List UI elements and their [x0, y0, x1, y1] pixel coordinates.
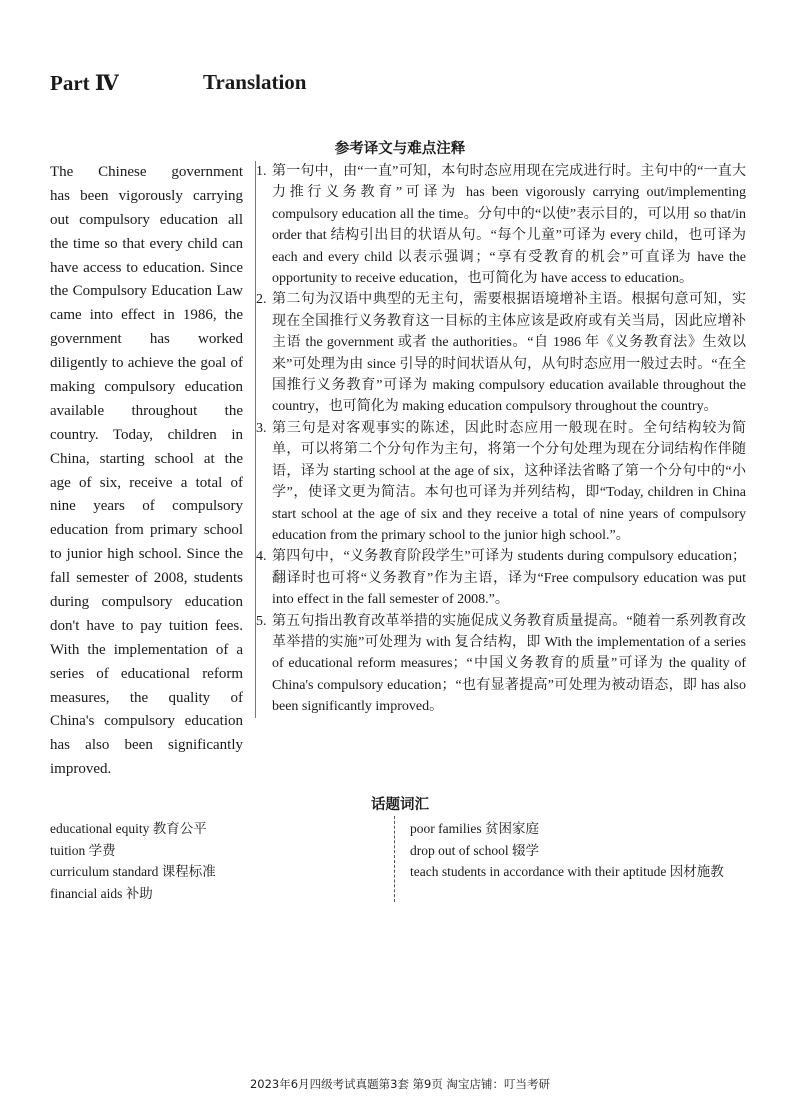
- source-line: China, starting school at the: [50, 450, 243, 467]
- source-line: has been vigorously carrying: [50, 187, 243, 204]
- source-line: With the implementation of a: [50, 641, 243, 658]
- section-title: Translation: [203, 70, 307, 94]
- note-text: 第四句中，“义务教育阶段学生”可译为 students during compulsory education；翻译时也可将“义务教育”作为主语，译为“Free compulsory education was put into effect in the fall semester of 2008.”。: [272, 549, 746, 608]
- note-item: [256, 161, 746, 289]
- source-line: diligently to achieve the goal of: [50, 355, 243, 372]
- vocab-item: curriculum standard 课程标准: [50, 864, 216, 880]
- source-line: out compulsory education all: [50, 211, 243, 228]
- vocab-item: financial aids 补助: [50, 886, 153, 902]
- source-line: country. Today, children in: [50, 426, 243, 443]
- note-text: 第二句为汉语中典型的无主句，需要根据语境增补主语。根据句意可知，实现在全国推行义务教育这一目标的主体应该是政府或有关当局，因此应增补主语 the government 或者 the authorities。“自 1986 年《义务教育法》生效以来”可处理为由 since 引导的时间状语从句，从句时态应用一般过去时。“在全国推行义务教育”可译为 making compulsory education available throughout the country，也可简化为 making education compulsory throughout the country。: [272, 292, 746, 415]
- part-label: Part Ⅳ: [50, 71, 119, 95]
- source-line: don't have to pay tuition fees.: [50, 617, 243, 634]
- source-line: improved.: [50, 761, 112, 778]
- vocab-divider: [394, 816, 395, 902]
- vocab-item: poor families 贫困家庭: [410, 821, 539, 836]
- note-item: [256, 418, 746, 546]
- source-line: series of educational reform: [50, 665, 243, 682]
- source-line: has also been significantly: [50, 737, 243, 754]
- source-line: during compulsory education: [50, 594, 243, 611]
- source-line: age of six, receive a total of: [50, 474, 243, 491]
- source-line: education from primary school: [50, 522, 243, 539]
- source-line: the Compulsory Education Law: [50, 283, 243, 300]
- note-item: [256, 611, 746, 718]
- source-line: came into effect in 1986, the: [50, 307, 243, 324]
- source-line: to junior high school. Since the: [50, 546, 243, 563]
- note-text: 第五句指出教育改革举措的实施促成义务教育质量提高。“随着一系列教育改革举措的实施”可处理为 with 复合结构，即 With the implementation of a series of educational reform measures；“中国义务教育的质量”可译为 the quality of China's compulsory education；“也有显著提高”可处理为被动语态，即 has also been significantly improved。: [272, 613, 746, 715]
- vocab-item: drop out of school 辍学: [410, 842, 539, 858]
- note-item: [256, 546, 746, 610]
- source-line: making compulsory education: [50, 379, 243, 396]
- source-line: have access to education. Since: [50, 259, 243, 276]
- note-number: 1.: [256, 164, 267, 179]
- note-number: 3.: [256, 420, 267, 436]
- vocab-item: educational equity 教育公平: [50, 821, 207, 836]
- source-line: nine years of compulsory: [50, 498, 243, 515]
- source-line: available throughout the: [50, 402, 243, 419]
- source-line: government has worked: [50, 331, 243, 348]
- source-line: the time so that every child can: [50, 235, 243, 252]
- vocab-item: tuition 学费: [50, 842, 116, 858]
- vocab-list-left: [50, 818, 216, 905]
- vocab-heading: 话题词汇: [371, 797, 429, 813]
- source-line: The Chinese government: [50, 164, 243, 180]
- note-text: 第三句是对客观事实的陈述，因此时态应用一般现在时。全句结构较为简单，可以将第二个分句作为主句，将第一个分句处理为现在分词结构作伴随语，译为 starting school at the age of six，这种译法省略了第一个分句中的“小学”，使译文更为简洁。本句也可译为并列结构，即“Today, children in China start school at the age of six and they receive a total of nine years of compulsory education from the primary school to the junior high school.”。: [272, 420, 746, 543]
- notes-list: [255, 161, 746, 718]
- source-line: measures, the quality of: [50, 689, 243, 706]
- note-number: 2.: [256, 292, 267, 308]
- note-item: [256, 289, 746, 417]
- source-translation-text: [50, 161, 243, 782]
- vocab-item: teach students in accordance with their aptitude 因材施教: [410, 864, 724, 880]
- note-number: 5.: [256, 613, 267, 629]
- note-number: 4.: [256, 549, 267, 565]
- reference-heading: 参考译文与难点注释: [334, 141, 466, 157]
- source-line: fall semester of 2008, students: [50, 570, 243, 587]
- source-line: China's compulsory education: [50, 713, 243, 730]
- note-text: 第一句中，由“一直”可知，本句时态应用现在完成进行时。主句中的“一直大力推行义务教育”可译为 has been vigorously carrying out/implementing compulsory education all the time。分句中的“以使”表示目的，可以用 so that/in order that 结构引出目的状语从句。“每个儿童”可译为 every child，也可译为 each and every child 以表示强调；“享有受教育的机会”可直译为 have the opportunity to receive education，也可简化为 have access to education。: [272, 164, 746, 287]
- vocab-list-right: [410, 818, 724, 883]
- page-footer: 2023年6月四级考试真题第3套 第9页 淘宝店铺：叮当考研: [249, 1077, 551, 1091]
